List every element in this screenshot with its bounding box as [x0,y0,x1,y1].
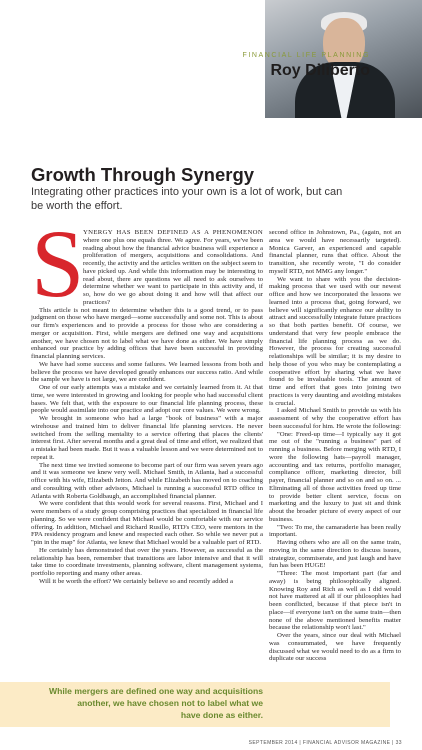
article-deck: Integrating other practices into your own is a lot of work, but can be worth the effort. [31,186,343,212]
body-paragraph: "Two: To me, the camaraderie has been really important. [269,523,401,539]
body-paragraph: "One: Freed-up time—I typically say it got me out of the "running a business" part of running a business. Before merging with RTD, I wore the following hats—payroll manager, accounting and tax returns, portfolio manager, compliance officer, marketing director, bill payer, financial planner and so on and so on. ... Eliminating all of those activities freed up time to provide better client service, focus on marketing and the luxury to just sit and think about the broader picture of every aspect of our business. [269,430,401,523]
pull-quote-line: another, we have chosen not to label what we [77,698,263,708]
article-headline: Growth Through Synergy [31,164,255,185]
body-paragraph: Will it be worth the effort? We certainly believe so and recently added a [39,577,234,585]
pull-quote [31,685,263,721]
author-name: Roy Diliberto [270,62,370,79]
body-paragraph: "Three: The most important part (far and away) is being philosophically aligned. Knowing Roy and Rich as well as I did would not have mattered at all if our philosophies had been conflicted, because if that piece isn't in place—if everyone isn't on the same train—then none of the above mentioned benefits matter because the relationship won't last." [269,570,401,632]
body-paragraph: This article is not meant to determine whether this is a good trend, or to pass judgment on those who have merged—some successfully and some not. This is about our firm's experiences and to provide a process for those who are considering a merger or acquisition. First, while mergers are defined one way and acquisitions another, we have chosen not to label what we have done as either. We have simply enhanced our practice by adding offices that have been successful in providing financial planning services. [31,306,263,360]
lead-paragraph [31,210,263,317]
pull-quote-line: While mergers are defined one way and acquisitions [49,686,263,696]
body-paragraph: He certainly has demonstrated that over the years. However, as successful as the relationship has been, remember that transitions are labor intensive and that it will take time to coordinate investments, planning software, client management systems, portfolio reporting and many other areas. [31,546,263,577]
lead-smallcaps: YNERGY HAS BEEN DEFINED AS A PHENOMENON [83,229,263,236]
section-kicker: FINANCIAL LIFE PLANNING [242,52,370,59]
body-paragraph: The next time we invited someone to become part of our firm was seven years ago and it was someone we knew very well. Michael Smith, in Atlanta, had a successful office with his wife, Elizabeth Jetton. And while Elizabeth has moved on to coaching and consulting with other advisors, Michael is running a successful RTD office in Atlanta with Roberta Goldbaugh, an accomplished financial planner. [31,461,263,500]
author-portrait-photo [265,0,422,118]
drop-cap: S [31,210,85,317]
body-paragraph: second office in Johnstown, Pa., (again, not an area we would have necessarily targeted). Monica Garver, an experienced and capable financial planner, runs that office. About the transition, she recently wrote, "I do consider myself RTD, not MMG any longer." [269,229,401,275]
body-paragraph: Having others who are all on the same train, moving in the same direction to discuss issues, strategize, commiserate, and just laugh and have fun has been HUGE! [269,539,401,570]
page-footer: SEPTEMBER 2014 | FINANCIAL ADVISOR MAGAZINE | 33 [248,740,402,746]
body-paragraph: One of our early attempts was a mistake and we certainly learned from it. At that time, we were interested in growing and looking for people who had successful client bases. We felt that, with the exposure to our financial life planning process, these people would assimilate into our practice and adopt our core values. We were wrong. [31,384,263,415]
body-paragraph: We have had some success and some failures. We learned lessons from both and believe the process we have developed greatly enhances our success ratio. And while the sample we have is not large, we are confident. [31,360,263,384]
body-paragraph: We were confident that this would work for several reasons. First, Michael and I were members of a study group comprising practices that specialized in financial life planning. So we were confident that Michael would be comfortable with our service offering. In addition, Michael and Richard Rusillo, RTD's CEO, were mentors in the FPA residency program and knew and respected each other. So while we never put a "pin in the map" for Atlanta, we knew that Michael would be a valuable part of RTD. [31,500,263,546]
article-column-left [31,210,263,586]
body-paragraph: I asked Michael Smith to provide us with his assessment of why the cooperative effort has been successful for him. He wrote the following: [269,407,401,430]
body-paragraph: Over the years, since our deal with Michael was consummated, we have frequently discussed what we would need to do as a firm to duplicate our success [269,632,401,663]
article-column-right [269,229,401,663]
body-paragraph: We brought in someone who had a large "book of business" with a major wirehouse and trained him to deliver financial life planning services. He never switched from the selling mentality to a service offering that places the clients' interest first. After several months and a great deal of time and effort, we realized that a mistake had been made. But it was a valuable lesson and we were determined not to repeat it. [31,415,263,461]
pull-quote-line: have done as either. [180,710,263,720]
lead-text: where one plus one equals three. We agree. For years, we've been reading about how the financial advice business will experience a proliferation of mergers, acquisitions and consolidations. And recently, the activity and the articles written on the subject seem to have picked up. And while this information may be interesting to read about, there are questions we all need to ask ourselves to determine whether we want to participate in this activity and, if so, how do we go about doing it and how will that affect our practices? [83,236,263,306]
body-paragraph: We want to share with you the decision-making process that we used with our newest office and how we incorporated the lessons we learned into a process that, going forward, we believe will significantly enhance our ability to attract and successfully integrate future practices so that both parties benefit. Of course, we understand that very few people embrace the financial life planning process as we do. However, the process for creating successful relationships will be similar; it is my desire to help those of you who may be contemplating a cooperative effort by sharing what we have found to be invaluable tools. The amount of time and effort that goes into joining two practices is very daunting and avoiding mistakes is crucial. [269,275,401,407]
